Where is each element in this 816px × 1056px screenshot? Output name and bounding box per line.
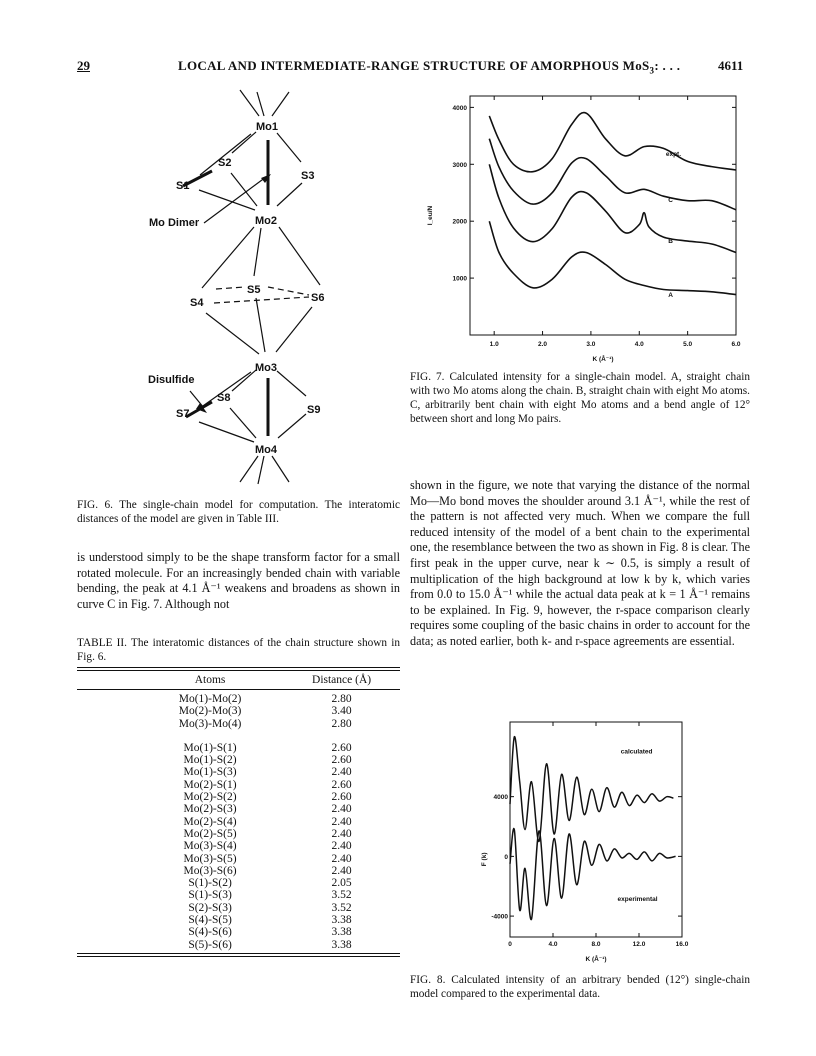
fig7-y-tick-label: 1000 [452, 275, 467, 283]
table-row [137, 779, 400, 791]
atom-s5: S5 [247, 284, 261, 296]
table2-header [77, 671, 400, 689]
atom-s8: S8 [217, 392, 231, 404]
fig8-x-tick-label: 0 [508, 941, 512, 948]
fig7-frame [470, 96, 736, 335]
table-cell-atoms: Mo(3)-S(6) [183, 864, 237, 877]
right-column-text: shown in the figure, we note that varying the distance of the normal Mo—Mo bond moves the shoulder around 3.1 Å⁻¹, while the rest of the pattern is not affected very much. When we compare the full reduced intensity of the model of a bent chain to the experimental one, the resemblance between the two as shown in Fig. 8 is clear. The first peak in the upper curve, near k ∼ 0.5, is simply a result of multiplication of the high background at low k by k, which varies from 0.0 to 15.0 Å⁻¹ while the actual data peak at k = 1 Å⁻¹ remains to be explained. In Fig. 9, however, the r-space comparison clearly requires some coupling of the basic chains in order to account for the data; as noted earlier, both k- and r-space agreements are essential. [410, 478, 750, 648]
table-cell-atoms: S(4)-S(5) [188, 914, 232, 927]
running-head-title-tail: : . . . [654, 58, 681, 73]
fig8-frame [510, 722, 682, 937]
table-cell-distance: 2.40 [331, 766, 352, 779]
table-cell-distance: 3.38 [331, 914, 352, 927]
atom-s7: S7 [176, 408, 190, 420]
table-row [137, 803, 400, 815]
fig8-y-tick-label: -4000 [491, 913, 508, 921]
fig7-x-axis-label: K (Å⁻¹) [592, 356, 614, 363]
fig8-series-line [510, 828, 676, 919]
table-cell-distance: 2.40 [331, 852, 352, 865]
fig7-caption: FIG. 7. Calculated intensity for a single-chain model. A, straight chain with two Mo atoms along the chain. B, straight chain with eight Mo atoms. C, arbitrarily bent chain with eight Mo atoms and a bend angle of 12° between short and long Mo pairs. [410, 371, 750, 425]
table-cell-distance: 3.38 [331, 938, 352, 951]
fig7-y-tick-label: 3000 [452, 161, 467, 169]
table-row [137, 754, 400, 766]
fig8-y-tick-label: 4000 [493, 794, 508, 802]
fig8-x-tick-label: 4.0 [548, 941, 558, 948]
table-cell-distance: 3.52 [331, 901, 352, 914]
table-cell-atoms: Mo(1)-S(3) [183, 766, 237, 779]
table-row [137, 926, 400, 938]
table-row [137, 877, 400, 889]
table-cell-distance: 2.05 [331, 877, 352, 890]
table-row [137, 766, 400, 778]
table-cell-distance: 2.40 [331, 864, 352, 877]
atom-s3: S3 [301, 170, 315, 182]
table-cell-distance: 3.38 [331, 926, 352, 939]
running-head-page-ref: 29 [77, 58, 90, 73]
table-cell-distance: 2.60 [331, 741, 352, 754]
table2-col-atoms: Atoms [194, 674, 226, 686]
atom-s1: S1 [176, 180, 190, 192]
table-row [137, 914, 400, 926]
table2-caption: TABLE II. The interatomic distances of the chain structure shown in Fig. 6. [77, 637, 400, 663]
label-disulfide: Disulfide [148, 374, 195, 386]
fig7-x-tick-label: 5.0 [683, 341, 693, 348]
table-row [137, 889, 400, 901]
table-cell-atoms: Mo(1)-S(2) [183, 754, 237, 767]
table-cell-atoms: S(4)-S(6) [188, 926, 232, 939]
table-cell-distance: 2.40 [331, 815, 352, 828]
table-row [137, 705, 400, 717]
table-cell-atoms: Mo(2)-S(1) [183, 778, 237, 791]
fig7-series-line [489, 113, 736, 172]
fig7-y-tick-label: 2000 [452, 218, 467, 226]
fig8-y-axis-label: F (k) [481, 852, 488, 867]
fig7-x-tick-label: 1.0 [489, 341, 499, 348]
table-cell-atoms: Mo(2)-S(2) [183, 791, 237, 804]
table2-body [77, 690, 400, 951]
atom-s2: S2 [218, 157, 232, 169]
table-cell-atoms: Mo(3)-Mo(4) [178, 717, 242, 730]
table-row [137, 939, 400, 951]
table-row [137, 742, 400, 754]
fig8-x-tick-label: 12.0 [632, 941, 646, 948]
table-cell-atoms: S(1)-S(2) [188, 877, 232, 890]
table-cell-atoms: Mo(2)-S(3) [183, 803, 237, 816]
atom-mo2: Mo2 [255, 215, 277, 227]
table-cell-distance: 2.60 [331, 778, 352, 791]
table-cell-distance: 2.60 [331, 791, 352, 804]
fig7-x-tick-label: 4.0 [634, 341, 644, 348]
table-cell-distance: 2.40 [331, 840, 352, 853]
table-row [137, 828, 400, 840]
running-head-page-number: 4611 [718, 58, 744, 73]
fig7-series-label: B [668, 238, 673, 246]
table-cell-atoms: Mo(1)-S(1) [183, 741, 237, 754]
fig7-x-tick-label: 3.0 [586, 341, 596, 348]
running-head-title [178, 58, 680, 76]
fig7-series-label: C [668, 197, 673, 205]
table-cell-atoms: Mo(2)-S(4) [183, 815, 237, 828]
atom-mo1: Mo1 [256, 121, 278, 133]
label-mo-dimer: Mo Dimer [149, 217, 200, 229]
table-row [137, 816, 400, 828]
left-column-text: is understood simply to be the shape transform factor for a small rotated molecule. For an increasingly bended chain with variable bending, the peak at 4.1 Å⁻¹ weakens and broadens as shown in curve C in Fig. 7. Although not [77, 550, 400, 611]
table-row [137, 853, 400, 865]
fig7-series-line [489, 139, 736, 210]
atom-mo4: Mo4 [255, 444, 277, 456]
table-cell-atoms: Mo(2)-Mo(3) [178, 705, 242, 718]
table2-col-distance: Distance (Å) [312, 674, 372, 686]
fig7-series-label: A [668, 292, 673, 300]
fig8-series-label: experimental [617, 896, 658, 904]
fig8-x-tick-label: 16.0 [675, 941, 689, 948]
fig8-x-axis-label: K (Å⁻¹) [585, 956, 607, 963]
running-head-title-sub: 3 [649, 65, 655, 76]
fig7-series-line [489, 164, 736, 252]
fig8-caption: FIG. 8. Calculated intensity of an arbitrary bended (12°) single-chain model compared to the experimental data. [410, 974, 750, 1000]
table-cell-atoms: S(1)-S(3) [188, 889, 232, 902]
table-cell-atoms: S(5)-S(6) [188, 938, 232, 951]
table-cell-atoms: Mo(2)-S(5) [183, 827, 237, 840]
fig7-x-tick-label: 6.0 [731, 341, 741, 348]
fig6-chain-diagram [140, 85, 370, 490]
fig7-chart [418, 88, 748, 370]
fig8-x-tick-label: 8.0 [591, 941, 601, 948]
fig8-y-tick-label: 0 [504, 853, 508, 861]
fig7-y-tick-label: 4000 [452, 104, 467, 112]
table-cell-distance: 2.40 [331, 827, 352, 840]
table-cell-atoms: Mo(3)-S(4) [183, 840, 237, 853]
table2 [77, 667, 400, 957]
atom-s6: S6 [311, 292, 325, 304]
fig7-series-label: expt. [665, 150, 682, 158]
table-row [137, 902, 400, 914]
table-cell-distance: 2.60 [331, 754, 352, 767]
table-row [137, 791, 400, 803]
atom-s9: S9 [307, 404, 321, 416]
fig8-series-label: calculated [620, 748, 653, 756]
atom-s4: S4 [190, 297, 204, 309]
table-cell-distance: 2.80 [331, 693, 352, 705]
fig7-y-axis-label: I_eu/N [427, 205, 434, 226]
table-cell-distance: 2.40 [331, 803, 352, 816]
running-head-title-main: LOCAL AND INTERMEDIATE-RANGE STRUCTURE OF AMORPHOUS MoS [178, 58, 650, 73]
table-row [137, 693, 400, 705]
table-cell-distance: 2.80 [331, 717, 352, 730]
table-row [137, 865, 400, 877]
fig8-chart [470, 720, 710, 972]
fig6-caption: FIG. 6. The single-chain model for computation. The interatomic distances of the model are given in Table III. [77, 499, 400, 525]
table-cell-atoms: S(2)-S(3) [188, 901, 232, 914]
table-row [137, 840, 400, 852]
table-cell-atoms: Mo(1)-Mo(2) [178, 693, 242, 705]
fig7-series-line [489, 221, 736, 294]
fig7-x-tick-label: 2.0 [538, 341, 548, 348]
table-cell-atoms: Mo(3)-S(5) [183, 852, 237, 865]
atom-mo3: Mo3 [255, 362, 277, 374]
table-cell-distance: 3.40 [331, 705, 352, 718]
table-row [137, 718, 400, 730]
table-cell-distance: 3.52 [331, 889, 352, 902]
